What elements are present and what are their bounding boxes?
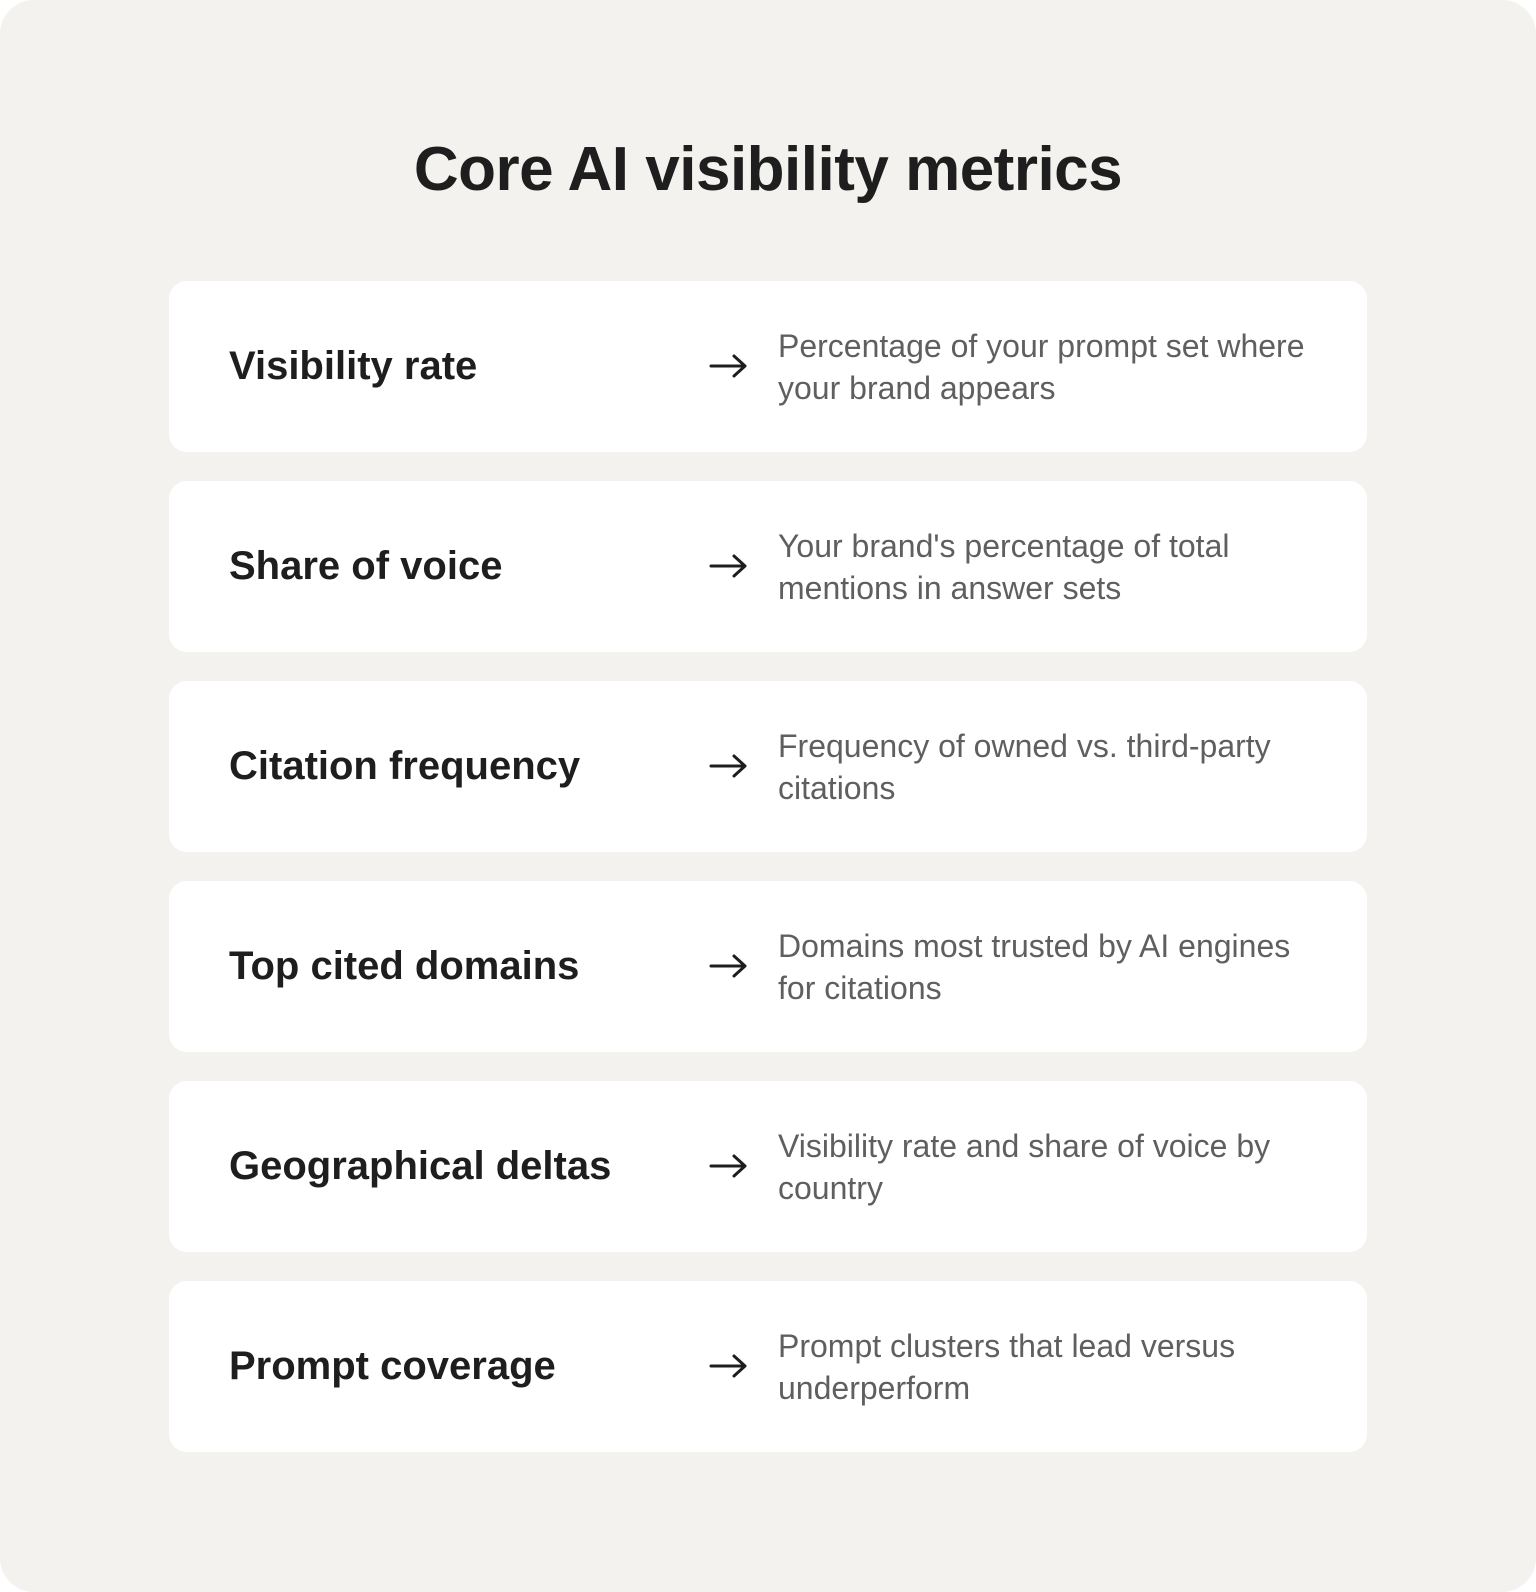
- metric-row-citation-frequency: [169, 681, 1367, 852]
- metric-name: Visibility rate: [229, 344, 478, 388]
- right-arrow-icon: [709, 951, 749, 981]
- metric-row-prompt-coverage: [169, 1281, 1367, 1452]
- right-arrow-icon: [709, 1351, 749, 1381]
- metric-name: Geographical deltas: [229, 1144, 612, 1188]
- metric-name: Prompt coverage: [229, 1344, 556, 1388]
- right-arrow-icon: [709, 751, 749, 781]
- metric-row-visibility-rate: [169, 281, 1367, 452]
- metric-description: Domains most trusted by AI engines for citations: [778, 927, 1291, 1006]
- metric-description: Frequency of owned vs. third-party citations: [778, 727, 1271, 806]
- metric-description: Your brand's percentage of total mentions in answer sets: [778, 527, 1230, 606]
- metric-description: Visibility rate and share of voice by country: [778, 1127, 1271, 1206]
- metric-name: Share of voice: [229, 544, 503, 588]
- metric-row-geographical-deltas: [169, 1081, 1367, 1252]
- right-arrow-icon: [709, 351, 749, 381]
- metric-row-share-of-voice: [169, 481, 1367, 652]
- metric-name: Citation frequency: [229, 744, 581, 788]
- metric-row-top-cited-domains: [169, 881, 1367, 1052]
- metric-description: Prompt clusters that lead versus underperform: [778, 1327, 1236, 1406]
- metric-description: Percentage of your prompt set where your brand appears: [778, 327, 1305, 406]
- right-arrow-icon: [709, 1151, 749, 1181]
- metric-name: Top cited domains: [229, 944, 580, 988]
- right-arrow-icon: [709, 551, 749, 581]
- metrics-list: [169, 281, 1367, 1481]
- page-title: Core AI visibility metrics: [413, 135, 1123, 204]
